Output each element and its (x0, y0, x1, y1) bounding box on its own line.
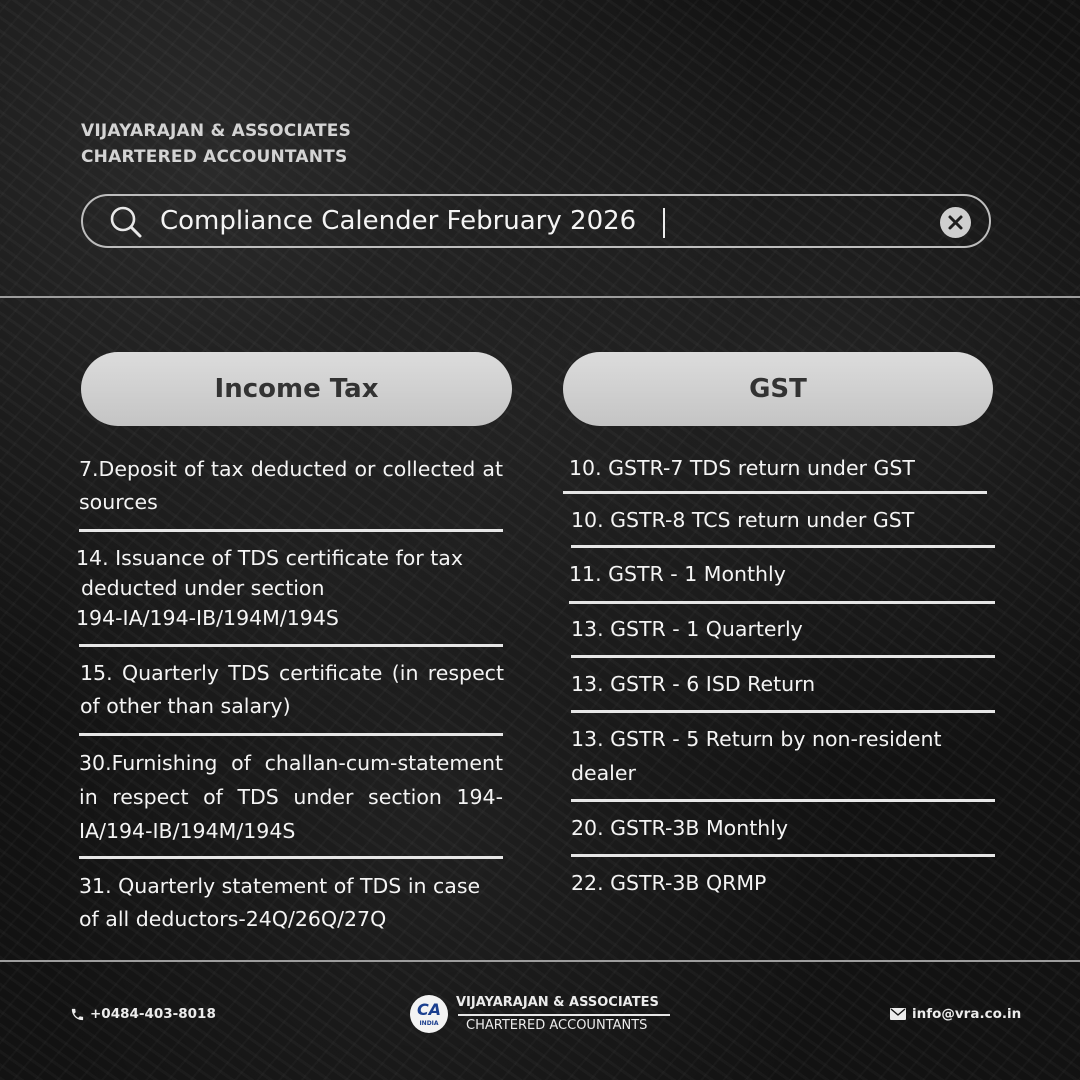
separator (79, 644, 503, 647)
list-item: 31. Quarterly statement of TDS in case of all deductors-24Q/26Q/27Q (79, 874, 481, 931)
list-item: 13. GSTR - 1 Quarterly (571, 617, 803, 641)
firm-name: VIJAYARAJAN & ASSOCIATES (81, 121, 352, 141)
phone-icon (70, 1007, 85, 1022)
search-bar[interactable] (81, 194, 991, 248)
close-circle-icon[interactable] (940, 207, 971, 238)
separator (79, 733, 503, 736)
list-item: 15. Quarterly TDS certificate (in respect of other than salary) (80, 661, 504, 718)
footer-firm-name: VIJAYARAJAN & ASSOCIATES (456, 995, 659, 1010)
separator (571, 710, 995, 713)
separator (571, 854, 995, 857)
separator (79, 529, 503, 532)
list-item: dealer (571, 761, 636, 785)
list-item: 20. GSTR-3B Monthly (571, 816, 789, 840)
list-item: 10. GSTR-8 TCS return under GST (571, 508, 915, 532)
top-divider (0, 296, 1080, 298)
separator (571, 655, 995, 658)
list-item: 13. GSTR - 6 ISD Return (571, 672, 816, 696)
firm-header (81, 118, 351, 170)
text-caret (663, 208, 665, 238)
list-item: 30.Furnishing of challan-cum-statement in respect of TDS under section 194-IA/194-IB/194M/194S (79, 751, 503, 843)
list-item: 13. GSTR - 5 Return by non-resident (571, 727, 942, 751)
list-item: 14. Issuance of TDS certificate for tax (76, 546, 463, 570)
email-address[interactable]: info@vra.co.in (912, 1006, 1022, 1022)
list-item: 7.Deposit of tax deducted or collected at sources (79, 457, 503, 514)
list-item: 194-IA/194-IB/194M/194S (76, 606, 339, 630)
separator (569, 601, 995, 604)
search-query[interactable]: Compliance Calender February 2026 (160, 206, 637, 236)
firm-type: CHARTERED ACCOUNTANTS (81, 147, 348, 167)
bottom-divider (0, 960, 1080, 962)
footer-firm-type: CHARTERED ACCOUNTANTS (466, 1018, 648, 1033)
list-item: 10. GSTR-7 TDS return under GST (569, 456, 915, 480)
separator (571, 545, 995, 548)
income-tax-header: Income Tax (81, 352, 512, 426)
list-item: deducted under section (81, 576, 325, 600)
mail-icon (890, 1008, 906, 1020)
list-item: 22. GSTR-3B QRMP (571, 871, 767, 895)
phone-number[interactable]: +0484-403-8018 (90, 1006, 216, 1022)
list-item: 11. GSTR - 1 Monthly (569, 562, 786, 586)
separator (571, 799, 995, 802)
separator (563, 491, 987, 494)
footer-firm-underline (458, 1014, 670, 1016)
separator (79, 856, 503, 859)
search-icon (109, 205, 143, 239)
ca-india-logo: CA INDIA (410, 995, 448, 1033)
gst-header: GST (563, 352, 993, 426)
